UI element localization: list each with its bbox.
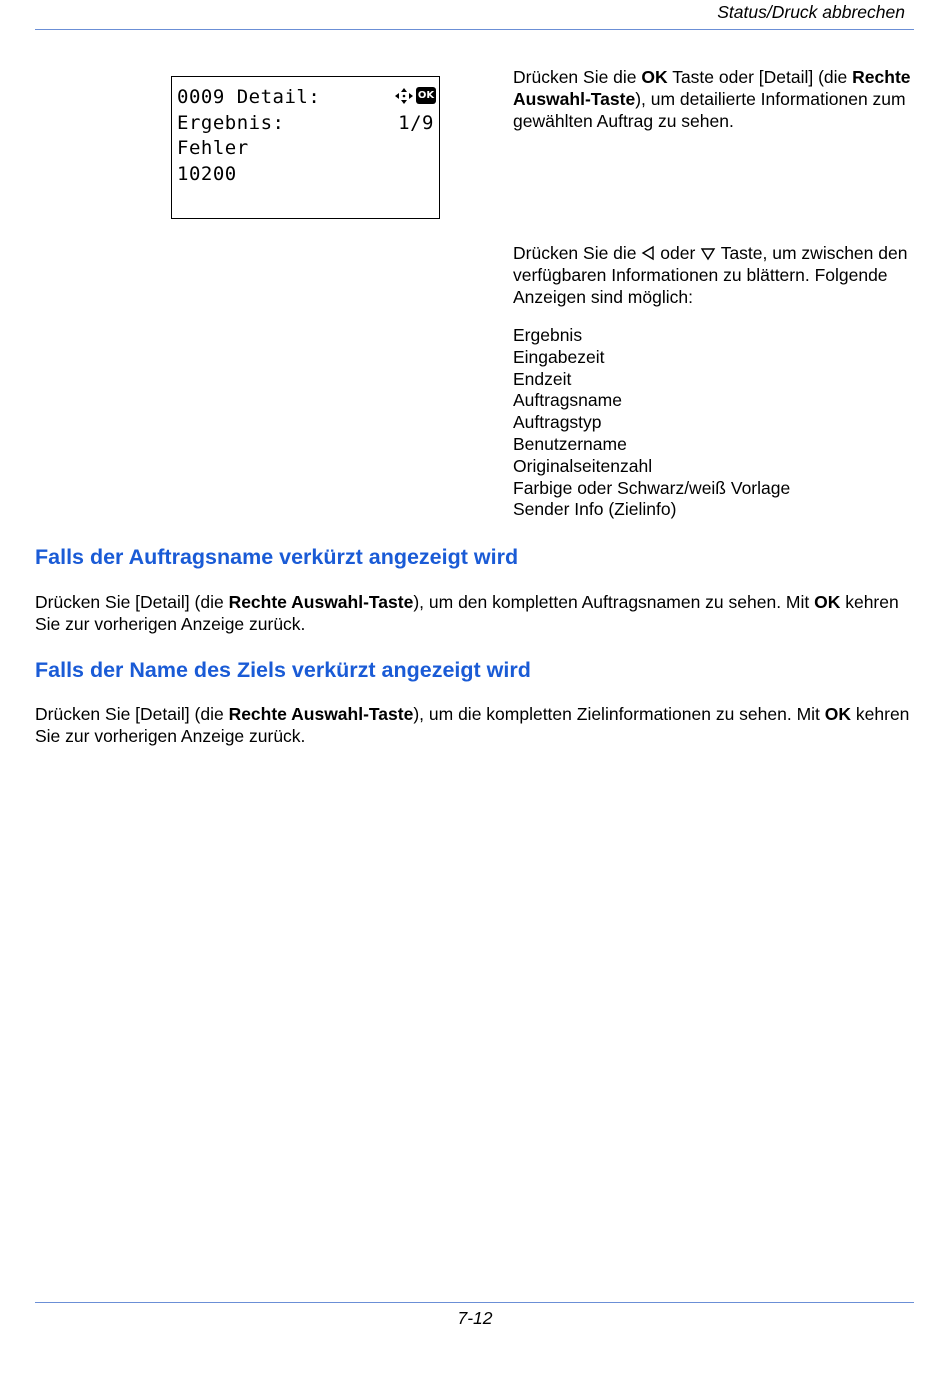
- lcd-line-2: Ergebnis:: [177, 112, 285, 134]
- list-item: Auftragstyp: [513, 412, 602, 433]
- section-heading-job-name: Falls der Auftragsname verkürzt angezeigt wird: [35, 545, 519, 569]
- list-item: Originalseitenzahl: [513, 455, 653, 476]
- info-list: [513, 325, 790, 521]
- list-item: Sender Info (Zielinfo): [513, 499, 677, 520]
- four-way-arrow-icon: [394, 87, 414, 105]
- lcd-line-1: 0009 Detail:: [177, 86, 321, 108]
- ok-key-icon: OK: [416, 87, 436, 104]
- lcd-line-3: Fehler: [177, 137, 249, 159]
- section-body-job-name: Drücken Sie [Detail] (die Rechte Auswahl-Taste), um den kompletten Auftragsnamen zu sehen. Mit OK kehren Sie zur vorherigen Anzeige zurück.: [35, 592, 899, 634]
- list-item: Ergebnis: [513, 325, 583, 345]
- list-item: Farbige oder Schwarz/weiß Vorlage: [513, 477, 791, 498]
- scroll-instruction: Drücken Sie die oder Taste, um zwischen den verfügbaren Informationen zu blättern. Folgende Anzeigen sind möglich:: [513, 243, 908, 307]
- page-number: 7-12: [457, 1308, 493, 1328]
- lcd-display: [171, 76, 440, 219]
- list-item: Eingabezeit: [513, 346, 605, 367]
- lcd-page-indicator: 1/9: [398, 112, 434, 134]
- left-triangle-icon: [641, 245, 655, 261]
- list-item: Benutzername: [513, 433, 627, 454]
- header-section-title: Status/Druck abbrechen: [717, 2, 905, 22]
- lcd-line-4: 10200: [177, 163, 237, 185]
- list-item: Endzeit: [513, 368, 572, 389]
- down-triangle-icon: [700, 247, 716, 261]
- footer-rule: [35, 1302, 914, 1303]
- section-body-destination: Drücken Sie [Detail] (die Rechte Auswahl-Taste), um die kompletten Zielinformationen zu sehen. Mit OK kehren Sie zur vorherigen Anzeige zurück.: [35, 704, 910, 746]
- detail-instruction: Drücken Sie die OK Taste oder [Detail] (die Rechte Auswahl-Taste), um detailierte Informationen zum gewählten Auftrag zu sehen.: [513, 67, 911, 131]
- header-rule: [35, 29, 914, 30]
- list-item: Auftragsname: [513, 390, 622, 411]
- section-heading-destination: Falls der Name des Ziels verkürzt angezeigt wird: [35, 658, 531, 682]
